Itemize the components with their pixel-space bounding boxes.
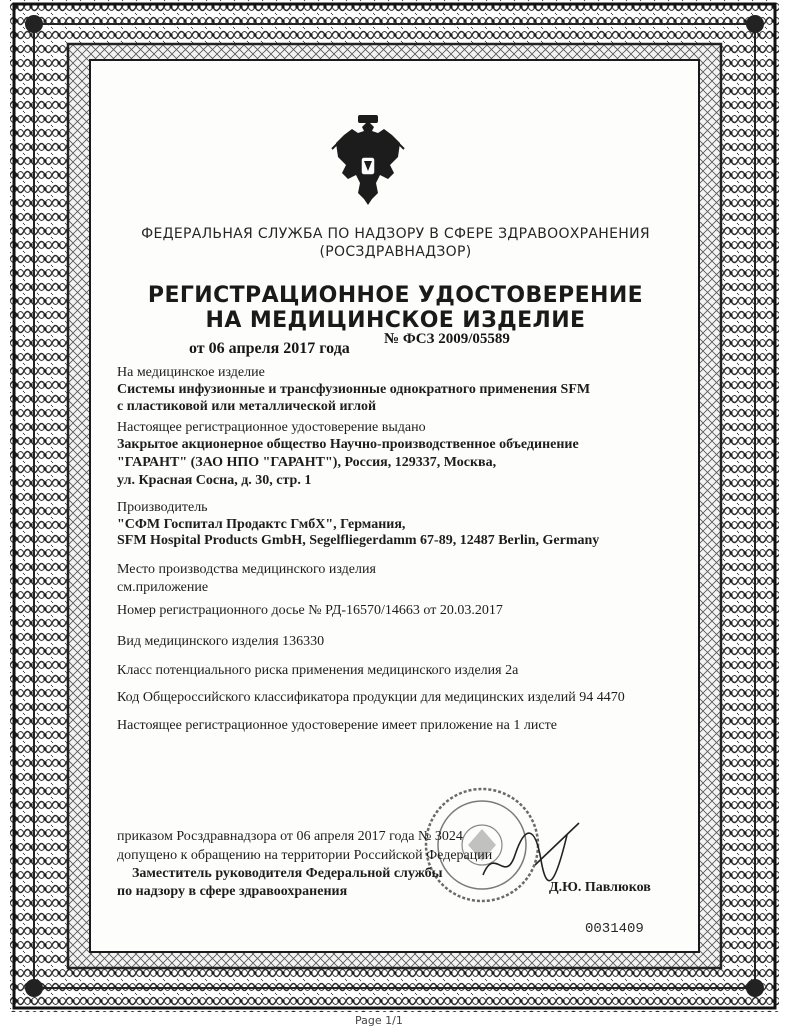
- page-number: Page 1/1: [355, 1014, 403, 1027]
- handwritten-signature: [475, 815, 585, 895]
- signer-name: Д.Ю. Павлюков: [549, 880, 651, 895]
- coat-of-arms-emblem: [328, 113, 408, 213]
- signer-title-line1: Заместитель руководителя Федеральной службы: [132, 866, 443, 881]
- holder-line2: "ГАРАНТ" (ЗАО НПО "ГАРАНТ"), Россия, 129337, Москва,: [117, 455, 497, 470]
- okp-code: Код Общероссийского классификатора продукции для медицинских изделий 94 4470: [117, 690, 625, 705]
- dossier-number: Номер регистрационного досье № РД-16570/14663 от 20.03.2017: [117, 603, 503, 618]
- device-name-line1: Системы инфузионные и трансфузионные однократного применения SFM: [117, 382, 591, 397]
- manufacturer-line1: "СФМ Госпитал Продактс ГмбХ", Германия,: [117, 517, 406, 532]
- manufacturer-label: Производитель: [117, 500, 208, 515]
- holder-label: Настоящее регистрационное удостоверение выдано: [117, 420, 426, 435]
- order-line2: допущено к обращению на территории Российской Федерации: [117, 848, 493, 863]
- order-line1: приказом Росздравнадзора от 06 апреля 2017 года № 3024: [117, 829, 463, 844]
- production-place-value: см.приложение: [117, 580, 209, 595]
- manufacturer-line2: SFM Hospital Products GmbH, Segelfliegerdamm 67-89, 12487 Berlin, Germany: [117, 533, 600, 548]
- appendix-note: Настоящее регистрационное удостоверение имеет приложение на 1 листе: [117, 718, 557, 733]
- agency-name: ФЕДЕРАЛЬНАЯ СЛУЖБА ПО НАДЗОРУ В СФЕРЕ ЗДРАВООХРАНЕНИЯ: [141, 226, 650, 242]
- document-title-line2: НА МЕДИЦИНСКОЕ ИЗДЕЛИЕ: [205, 308, 586, 333]
- serial-number: 0031409: [585, 921, 644, 937]
- holder-line1: Закрытое акционерное общество Научно-производственное объединение: [117, 437, 579, 452]
- device-label: На медицинское изделие: [117, 365, 265, 380]
- device-name-line2: с пластиковой или металлической иглой: [117, 399, 377, 414]
- document-title-line1: РЕГИСТРАЦИОННОЕ УДОСТОВЕРЕНИЕ: [147, 283, 644, 308]
- signer-title-line2: по надзору в сфере здравоохранения: [117, 884, 348, 899]
- agency-abbreviation: (РОСЗДРАВНАДЗОР): [319, 244, 472, 260]
- device-kind: Вид медицинского изделия 136330: [117, 634, 325, 649]
- issue-date: от 06 апреля 2017 года: [189, 340, 350, 357]
- production-place-label: Место производства медицинского изделия: [117, 562, 376, 577]
- risk-class: Класс потенциального риска применения медицинского изделия 2а: [117, 663, 519, 678]
- holder-line3: ул. Красная Сосна, д. 30, стр. 1: [117, 473, 312, 488]
- registration-number: № ФСЗ 2009/05589: [384, 331, 510, 347]
